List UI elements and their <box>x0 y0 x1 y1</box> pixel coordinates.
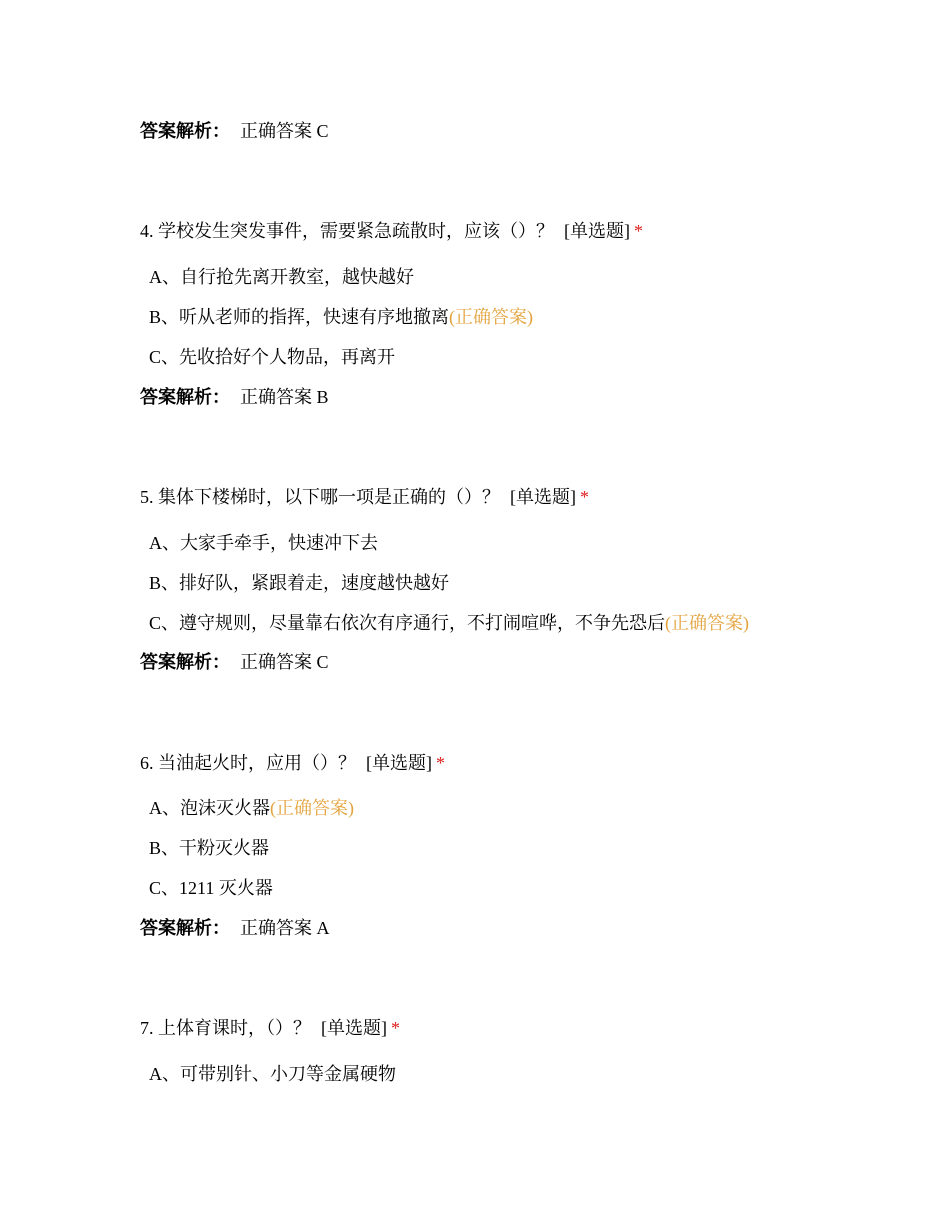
question-text: 5. 集体下楼梯时，以下哪一项是正确的（）？ <box>140 487 500 507</box>
option-4b <box>149 305 533 329</box>
analysis-text: 正确答案 C <box>240 121 329 141</box>
option-5c <box>149 611 749 635</box>
question-title-7 <box>140 1016 400 1040</box>
analysis-label: 答案解析： <box>140 918 230 938</box>
question-title-6 <box>140 751 445 775</box>
analysis-text: 正确答案 B <box>240 387 329 407</box>
required-marker: * <box>634 221 643 241</box>
question-text: 7. 上体育课时，（）？ <box>140 1018 311 1038</box>
question-text: 4. 学校发生突发事件，需要紧急疏散时，应该（）？ <box>140 221 554 241</box>
answer-analysis-6 <box>140 916 330 940</box>
analysis-label: 答案解析： <box>140 652 230 672</box>
correct-tag: (正确答案) <box>449 307 534 327</box>
option-text: A、大家手牵手，快速冲下去 <box>149 533 378 553</box>
option-text: B、排好队，紧跟着走，速度越快越好 <box>149 573 450 593</box>
option-text: C、1211 灭火器 <box>149 878 273 898</box>
required-marker: * <box>391 1018 400 1038</box>
option-6c <box>149 876 273 900</box>
analysis-label: 答案解析： <box>140 121 230 141</box>
option-text: B、干粉灭火器 <box>149 838 270 858</box>
analysis-label: 答案解析： <box>140 387 230 407</box>
option-7a <box>149 1062 396 1086</box>
question-type: [单选题] <box>564 221 630 241</box>
correct-tag: (正确答案) <box>270 798 354 818</box>
question-type: [单选题] <box>366 753 432 773</box>
option-4c <box>149 345 395 369</box>
option-text: C、遵守规则，尽量靠右依次有序通行，不打闹喧哗，不争先恐后 <box>149 613 666 633</box>
answer-analysis-4 <box>140 385 329 409</box>
option-text: A、泡沫灭火器 <box>149 798 270 818</box>
analysis-text: 正确答案 A <box>240 918 330 938</box>
option-5b <box>149 571 449 595</box>
option-6b <box>149 836 269 860</box>
option-text: B、听从老师的指挥，快速有序地撤离 <box>149 307 450 327</box>
question-title-4 <box>140 219 643 243</box>
answer-analysis-3 <box>140 119 329 143</box>
option-text: A、自行抢先离开教室，越快越好 <box>149 267 414 287</box>
option-6a <box>149 796 354 820</box>
option-4a <box>149 265 414 289</box>
question-title-5 <box>140 485 589 509</box>
correct-tag: (正确答案) <box>665 613 750 633</box>
option-5a <box>149 531 378 555</box>
analysis-text: 正确答案 C <box>240 652 329 672</box>
question-type: [单选题] <box>321 1018 387 1038</box>
answer-analysis-5 <box>140 650 329 674</box>
required-marker: * <box>436 753 445 773</box>
option-text: C、先收拾好个人物品，再离开 <box>149 347 396 367</box>
question-text: 6. 当油起火时，应用（）？ <box>140 753 356 773</box>
option-text: A、可带别针、小刀等金属硬物 <box>149 1064 396 1084</box>
required-marker: * <box>580 487 589 507</box>
question-type: [单选题] <box>510 487 576 507</box>
